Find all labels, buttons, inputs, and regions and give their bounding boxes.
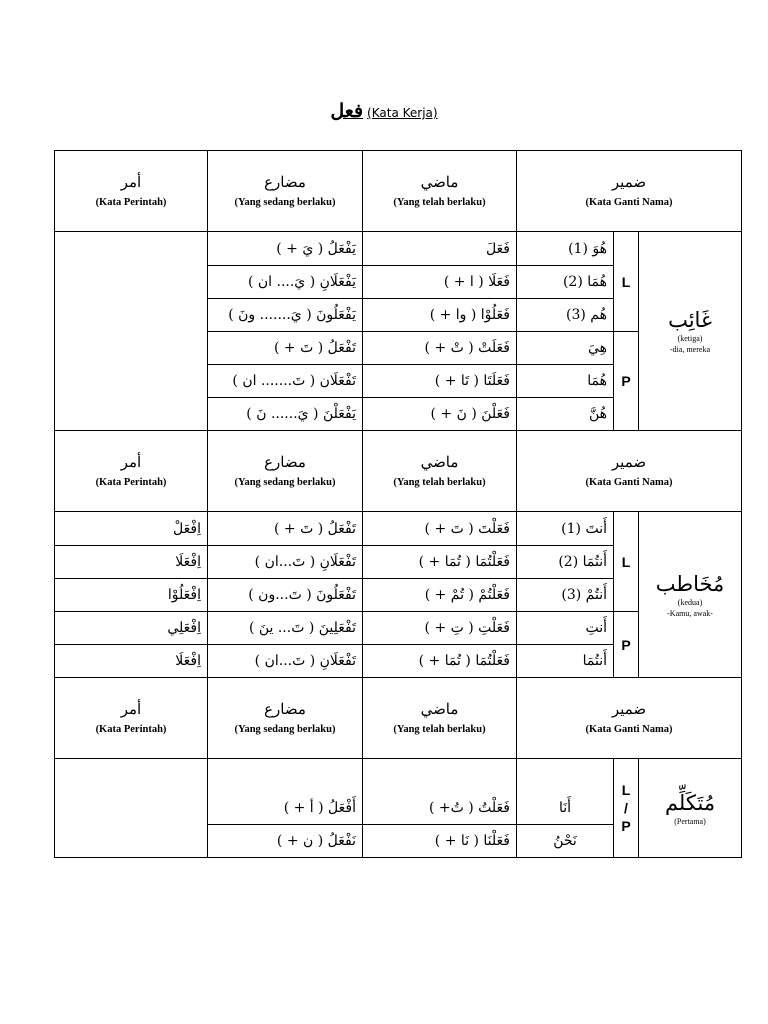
table-row [55,232,742,266]
category-arabic: غَائِب [668,308,712,332]
title-arabic: فعل [330,100,364,122]
damir-cell: هُنَّ [517,398,614,431]
mudari-cell: تَفْعَلُونَ ( تَ...ون ) [208,579,363,612]
mudari-cell: أَفْعَلُ ( أ + ) [208,759,363,825]
damir-cell: هُوَ (1) [517,232,614,266]
header-madi: ماضي (Yang telah berlaku) [363,431,517,512]
gender-label: P [614,332,639,431]
title-latin: (Kata Kerja) [367,106,438,120]
mudari-cell: تَفْعَلُ ( تَ + ) [208,512,363,546]
gender-label: L [614,232,639,332]
madi-cell: فَعَلْتُمْ ( تُمْ + ) [363,579,517,612]
damir-cell: نَحْنُ [517,825,614,858]
category-latin: (kedua) [677,597,703,607]
madi-cell: فَعَلْنَ ( نَ + ) [363,398,517,431]
amr-cell-mutakallim [55,759,208,858]
madi-cell: فَعَلْتِ ( تِ + ) [363,612,517,645]
category-mutakallim [639,759,742,858]
amr-cell: اِفْعَلُوْا [55,579,208,612]
madi-cell: فَعَلْتُمَا ( تُمَا + ) [363,645,517,678]
header-mudari: مضارع (Yang sedang berlaku) [208,151,363,232]
damir-cell: أَنتُمَا [517,645,614,678]
amr-cell: اِفْعَلِي [55,612,208,645]
madi-cell: فَعَلُوْا ( وا + ) [363,299,517,332]
damir-cell: أَنتِ [517,612,614,645]
header-mudari: مضارع (Yang sedang berlaku) [208,431,363,512]
header-amr: أمر (Kata Perintah) [55,431,208,512]
category-latin: (ketiga) [677,334,703,343]
mudari-cell: يَفْعَلُ ( يَ + ) [208,232,363,266]
table-row [55,612,742,645]
amr-cell: اِفْعَلَا [55,546,208,579]
gender-label: L [614,512,639,612]
mudari-cell: يَفْعَلُونَ ( يَ....... ونَ ) [208,299,363,332]
mudari-cell: تَفْعَلَانِ ( تَ...ان ) [208,645,363,678]
mudari-cell: تَفْعَلِينَ ( تَ... ينَ ) [208,612,363,645]
category-ghaib [639,232,742,431]
verb-conjugation-table [54,150,742,858]
category-latin: (Pertama) [674,816,706,826]
madi-cell: فَعَلْنَا ( نَا + ) [363,825,517,858]
gender-label: P [614,612,639,678]
header-mudari: مضارع (Yang sedang berlaku) [208,678,363,759]
category-arabic: مُخَاطب [655,571,725,596]
table-row [55,759,742,825]
header-damir: ضمير (Kata Ganti Nama) [517,151,742,232]
damir-cell: هُم (3) [517,299,614,332]
category-meaning: -dia, mereka [670,345,710,354]
header-row [55,151,742,232]
damir-cell: أَنتُمَا (2) [517,546,614,579]
mudari-cell: نَفْعَلُ ( ن + ) [208,825,363,858]
madi-cell: فَعَلَا ( ا + ) [363,266,517,299]
mudari-cell: يَفْعَلْنَ ( يَ...... نَ ) [208,398,363,431]
header-row [55,431,742,512]
damir-cell: هُمَا [517,365,614,398]
madi-cell: فَعَلَتْ ( تْ + ) [363,332,517,365]
madi-cell: فَعَلَ [363,232,517,266]
header-amr: أمر (Kata Perintah) [55,151,208,232]
madi-cell: فَعَلْتَ ( تَ + ) [363,512,517,546]
amr-cell: اِفْعَلَا [55,645,208,678]
gender-label: L / P [614,759,639,858]
header-madi: ماضي (Yang telah berlaku) [363,678,517,759]
header-damir: ضمير (Kata Ganti Nama) [517,431,742,512]
amr-cell-ghaib [55,232,208,431]
header-madi: ماضي (Yang telah berlaku) [363,151,517,232]
mudari-cell: تَفْعَلُ ( تَ + ) [208,332,363,365]
table-row [55,512,742,546]
category-arabic: مُتَكَلِّم [664,790,716,815]
header-damir: ضمير (Kata Ganti Nama) [517,678,742,759]
madi-cell: فَعَلْتُمَا ( تُمَا + ) [363,546,517,579]
document-title [0,100,768,122]
damir-cell: أَنتُمْ (3) [517,579,614,612]
damir-cell: أَنتَ (1) [517,512,614,546]
damir-cell: هِيَ [517,332,614,365]
category-meaning: -Kamu, awak- [667,608,713,618]
amr-cell: اِفْعَلْ [55,512,208,546]
mudari-cell: تَفْعَلَان ( تَ....... ان ) [208,365,363,398]
madi-cell: فَعَلَتَا ( تَا + ) [363,365,517,398]
mudari-cell: يَفْعَلَانِ ( يَ.... ان ) [208,266,363,299]
category-mukhatab [639,512,742,678]
madi-cell: فَعَلْتُ ( تُ+ ) [363,759,517,825]
header-amr: أمر (Kata Perintah) [55,678,208,759]
header-row [55,678,742,759]
mudari-cell: تَفْعَلَانِ ( تَ...ان ) [208,546,363,579]
damir-cell: أَنَا [517,759,614,825]
damir-cell: هُمَا (2) [517,266,614,299]
